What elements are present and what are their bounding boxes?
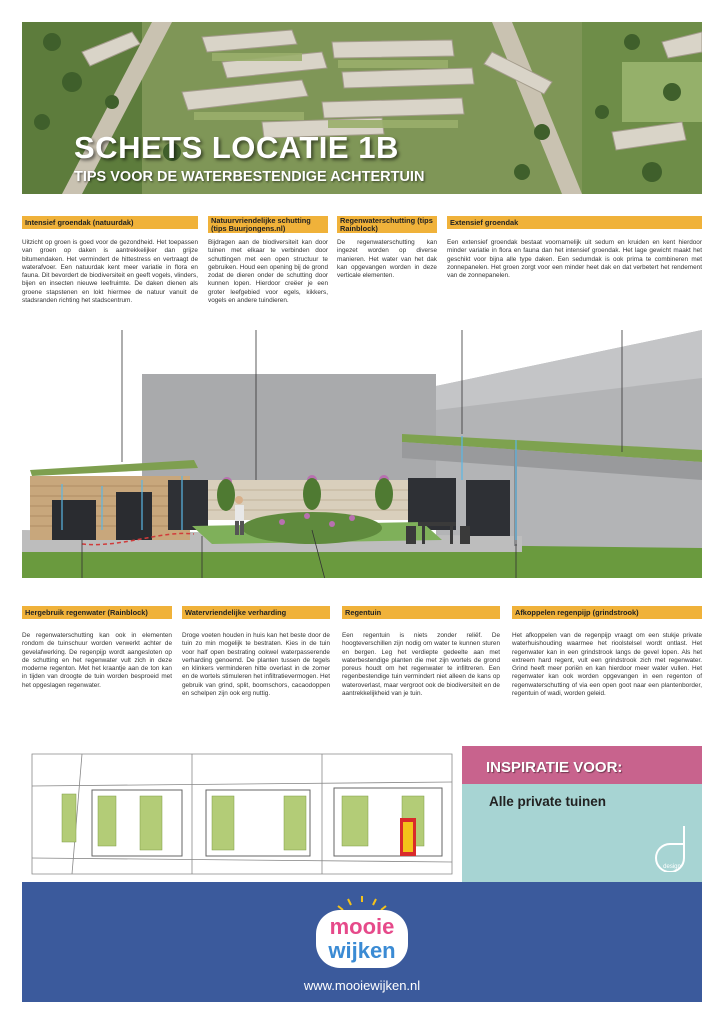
tip-body-regentuin: Een regentuin is niets zonder reliëf. De hoogteverschillen zijn nodig om water te kunnen sturen en bergen. Leg het verdiepte gedeelte aan met waterbestendige planten die met zijn wortels de grond poreus houdt om het regenwater te infiltreren. Een regenbestendige tuin vermindert niet alleen de kans op wateroverlast, maar vergroot ook de biodiversiteit en de aantrekkelijkheid van je tuin. <box>342 632 500 698</box>
tip-heading-regenwaterschutting: Regenwaterschutting (tips Rainblock) <box>337 216 437 233</box>
designer-logo <box>652 824 692 872</box>
website-url[interactable]: www.mooiewijken.nl <box>303 978 421 993</box>
tip-body-natuurvriendelijke-schutting: Bijdragen aan de biodiversiteit kan door tuinen met elkaar te verbinden door schuttingen met een open structuur te gebruiken. Houd een opening bij de grond zodat de dieren onder de schutting door kunnen lopen. Hierdoor creëer je een groter leefgebied voor egels, kikkers, vogels en andere tuindieren. <box>208 239 328 305</box>
tip-heading-hergebruik-regenwater: Hergebruik regenwater (Rainblock) <box>22 606 172 619</box>
tip-body-extensief-groendak: Een extensief groendak bestaat voornamelijk uit sedum en kruiden en kent hierdoor minder variatie in flora en fauna dan het intensief groendak. Het lage gewicht maakt het geschikt voor bijna alle type daken. Een sedumdak is ook prima te combineren met zonnepanelen. Het groen zorgt voor een minder heet dak en dat verbetert het rendement van de zonnepanelen. <box>447 239 702 280</box>
tip-heading-intensief-groendak: Intensief groendak (natuurdak) <box>22 216 198 229</box>
inspiration-title: INSPIRATIE VOOR: <box>486 759 623 776</box>
garden-scene-illustration <box>22 330 702 578</box>
tip-body-hergebruik-regenwater: De regenwaterschutting kan ook in elementen rondom de tuinschuur worden verwerkt achter de gevelafwerking. De regenpijp wordt aangesloten op de schutting en het regenwater vult zich in deze moderne regenton. Met het kraantje aan de ton kan in tijden van droogte de tuin worden besproeid met het opgeslagen regenwater. <box>22 632 172 689</box>
site-map <box>22 746 462 882</box>
tip-body-afkoppelen-regenpijp: Het afkoppelen van de regenpijp vraagt om een stukje private waterhuishouding waarmee het rioolstelsel wordt ontlast. Het regenwater kan in een grindstrook langs de gevel lopen. Als het extreem hard regent, vult een grindstrook zich met regenwater. Grind heeft meer poriën en kan hierdoor meer water vullen. Het regenwater kan ook worden opgevangen in een regenton of regenwaterschutting of via een open goot naar een plantenborder, regentuin of wadi, worden geleid. <box>512 632 702 698</box>
site-map-drawing <box>22 746 462 882</box>
inspiration-header <box>462 746 702 784</box>
mooie-wijken-logo <box>310 896 414 972</box>
footer <box>22 882 702 1002</box>
garden-scene-svg <box>22 330 702 578</box>
tip-heading-regentuin: Regentuin <box>342 606 500 619</box>
page-subtitle: TIPS VOOR DE WATERBESTENDIGE ACHTERTUIN <box>74 169 425 185</box>
logo-word-mooie: mooie <box>329 914 395 939</box>
inspiration-text: Alle private tuinen <box>489 794 607 809</box>
logo-word-wijken: wijken <box>328 938 396 963</box>
tip-body-intensief-groendak: Uitzicht op groen is goed voor de gezondheid. Het toepassen van groen op daken is aantrekkelijker dan grijze bitumendaken. Het vermindert de hittestress en vertraagt de waterafvoer. Een natuurdak kent meer variatie in flora en fauna. Dit bevordert de biodiversiteit en geeft vogels, vlinders, bijen en insecten nieuwe leefruimte. De daken dienen als groene stapstenen en lokt hiermee de natuur vanuit de stadsranden richting het stadscentrum. <box>22 239 198 305</box>
tip-body-regenwaterschutting: De regenwaterschutting kan ingezet worden op diverse manieren. Het water van het dak kan opgevangen worden in deze verticale elementen. <box>337 239 437 280</box>
tip-heading-watervriendelijke-verharding: Watervriendelijke verharding <box>182 606 330 619</box>
inspiration-panel <box>462 784 702 882</box>
tip-heading-afkoppelen-regenpijp: Afkoppelen regenpijp (grindstrook) <box>512 606 702 619</box>
designer-logo-text: design <box>663 864 681 870</box>
tip-heading-natuurvriendelijke-schutting: Natuurvriendelijke schutting (tips Buurjongens.nl) <box>208 216 328 233</box>
tip-heading-extensief-groendak: Extensief groendak <box>447 216 702 229</box>
tip-body-watervriendelijke-verharding: Droge voeten houden in huis kan het beste door de tuin zo min mogelijk te bestraten. Kies in de tuin voor half open bestrating ookwel waterpasserende verharding genoemd. De planten tussen de tegels en klinkers verminderen hitte overlast in de zomer en de wortels stimuleren het infiltratievermogen. Het gebruik van grind, split, boomschors, cacaodoppen en schelpen zijn ook erg nuttig. <box>182 632 330 698</box>
page-title: SCHETS LOCATIE 1B <box>74 130 399 165</box>
hero-aerial-photo <box>22 22 702 194</box>
